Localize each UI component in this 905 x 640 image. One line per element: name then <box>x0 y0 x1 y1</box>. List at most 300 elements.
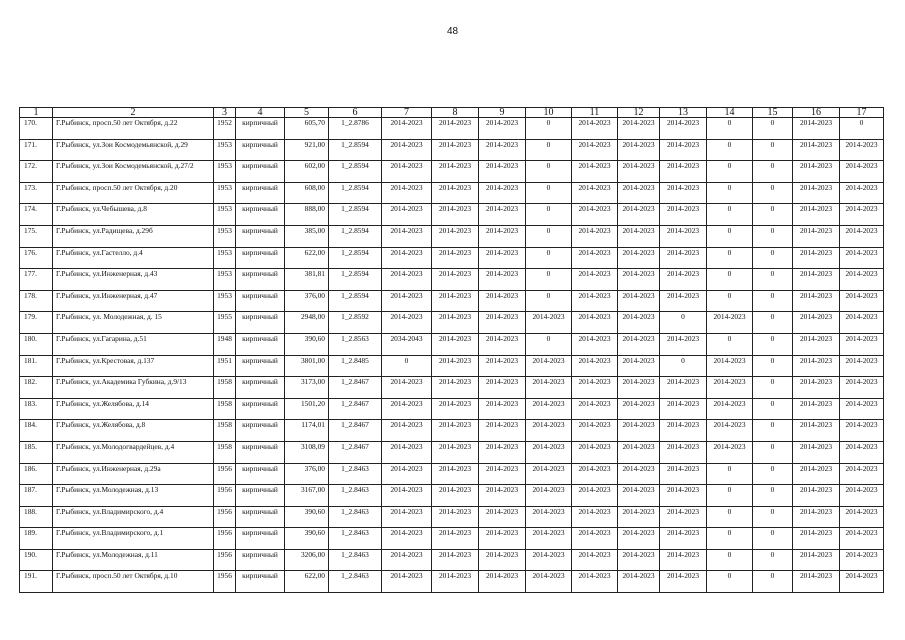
period-cell: 2014-2023 <box>660 420 707 442</box>
period-cell: 2014-2023 <box>572 269 618 291</box>
table-row <box>20 269 884 291</box>
period-cell: 0 <box>753 485 793 507</box>
period-cell: 2014-2023 <box>382 204 432 226</box>
period-cell: 2014-2023 <box>382 420 432 442</box>
period-cell: 2014-2023 <box>432 398 479 420</box>
period-cell: 2014-2023 <box>572 420 618 442</box>
row-number-cell: 173. <box>20 182 53 204</box>
code-cell: 1_2.8463 <box>329 528 382 550</box>
period-cell: 2014-2023 <box>572 333 618 355</box>
period-cell: 2014-2023 <box>618 441 660 463</box>
period-cell: 0 <box>707 269 753 291</box>
period-cell: 2014-2023 <box>618 420 660 442</box>
period-cell: 2014-2023 <box>432 549 479 571</box>
year-cell: 1953 <box>214 204 236 226</box>
period-cell: 2014-2023 <box>479 290 526 312</box>
period-cell: 0 <box>526 161 572 183</box>
material-cell: кирпичный <box>236 118 285 140</box>
row-number-cell: 176. <box>20 247 53 269</box>
period-cell: 0 <box>526 118 572 140</box>
period-cell: 0 <box>753 549 793 571</box>
period-cell: 0 <box>382 355 432 377</box>
period-cell: 2014-2023 <box>618 247 660 269</box>
period-cell: 2014-2023 <box>572 355 618 377</box>
code-cell: 1_2.8594 <box>329 269 382 291</box>
period-cell: 2014-2023 <box>660 398 707 420</box>
period-cell: 2014-2023 <box>793 441 840 463</box>
code-cell: 1_2.8463 <box>329 571 382 593</box>
area-cell: 390,60 <box>285 528 329 550</box>
table-row <box>20 225 884 247</box>
period-cell: 2014-2023 <box>382 225 432 247</box>
material-cell: кирпичный <box>236 420 285 442</box>
period-cell: 0 <box>753 269 793 291</box>
period-cell: 2014-2023 <box>432 355 479 377</box>
table-row <box>20 355 884 377</box>
column-number-header: 10 <box>526 108 572 118</box>
column-number-header: 13 <box>660 108 707 118</box>
period-cell: 2014-2023 <box>432 571 479 593</box>
period-cell: 2014-2023 <box>432 161 479 183</box>
table-row <box>20 204 884 226</box>
period-cell: 2014-2023 <box>660 247 707 269</box>
period-cell: 2014-2023 <box>479 182 526 204</box>
period-cell: 0 <box>526 247 572 269</box>
period-cell: 2014-2023 <box>572 139 618 161</box>
period-cell: 2014-2023 <box>618 225 660 247</box>
period-cell: 2014-2023 <box>526 506 572 528</box>
area-cell: 3206,00 <box>285 549 329 571</box>
period-cell: 2014-2023 <box>572 571 618 593</box>
row-number-cell: 191. <box>20 571 53 593</box>
row-number-cell: 174. <box>20 204 53 226</box>
year-cell: 1958 <box>214 420 236 442</box>
period-cell: 2014-2023 <box>432 312 479 334</box>
row-number-cell: 171. <box>20 139 53 161</box>
code-cell: 1_2.8594 <box>329 204 382 226</box>
period-cell: 2014-2023 <box>618 312 660 334</box>
row-number-cell: 179. <box>20 312 53 334</box>
period-cell: 0 <box>707 247 753 269</box>
address-cell: Г.Рыбинск, ул.Академика Губкина, д.9/13 <box>53 377 214 399</box>
area-cell: 376,00 <box>285 290 329 312</box>
period-cell: 2014-2023 <box>382 139 432 161</box>
address-cell: Г.Рыбинск, ул. Молодежная, д. 15 <box>53 312 214 334</box>
period-cell: 2014-2023 <box>526 485 572 507</box>
period-cell: 2014-2023 <box>793 549 840 571</box>
area-cell: 888,00 <box>285 204 329 226</box>
period-cell: 0 <box>753 118 793 140</box>
period-cell: 2014-2023 <box>618 139 660 161</box>
period-cell: 2014-2023 <box>840 161 884 183</box>
table-body <box>20 118 884 593</box>
period-cell: 2014-2023 <box>660 506 707 528</box>
material-cell: кирпичный <box>236 139 285 161</box>
period-cell: 2014-2023 <box>840 269 884 291</box>
period-cell: 0 <box>707 161 753 183</box>
column-number-header: 4 <box>236 108 285 118</box>
column-number-header: 11 <box>572 108 618 118</box>
period-cell: 0 <box>707 528 753 550</box>
material-cell: кирпичный <box>236 463 285 485</box>
material-cell: кирпичный <box>236 204 285 226</box>
material-cell: кирпичный <box>236 506 285 528</box>
period-cell: 2014-2023 <box>840 355 884 377</box>
period-cell: 2014-2023 <box>840 377 884 399</box>
material-cell: кирпичный <box>236 571 285 593</box>
address-cell: Г.Рыбинск, ул.Молодежная, д.13 <box>53 485 214 507</box>
column-number-header: 5 <box>285 108 329 118</box>
period-cell: 2014-2023 <box>660 269 707 291</box>
period-cell: 2014-2023 <box>572 182 618 204</box>
period-cell: 2014-2023 <box>840 549 884 571</box>
row-number-cell: 190. <box>20 549 53 571</box>
address-cell: Г.Рыбинск, ул.Инженерная, д.29а <box>53 463 214 485</box>
period-cell: 2014-2023 <box>382 528 432 550</box>
material-cell: кирпичный <box>236 225 285 247</box>
row-number-cell: 182. <box>20 377 53 399</box>
period-cell: 2014-2023 <box>660 441 707 463</box>
year-cell: 1958 <box>214 398 236 420</box>
period-cell: 2014-2023 <box>432 290 479 312</box>
period-cell: 0 <box>753 182 793 204</box>
period-cell: 2014-2023 <box>660 204 707 226</box>
period-cell: 2014-2023 <box>793 118 840 140</box>
period-cell: 2014-2023 <box>840 463 884 485</box>
column-number-header: 15 <box>753 108 793 118</box>
period-cell: 2014-2023 <box>526 355 572 377</box>
period-cell: 0 <box>526 290 572 312</box>
table-row <box>20 118 884 140</box>
period-cell: 2014-2023 <box>618 463 660 485</box>
code-cell: 1_2.8594 <box>329 290 382 312</box>
material-cell: кирпичный <box>236 333 285 355</box>
period-cell: 0 <box>753 139 793 161</box>
address-cell: Г.Рыбинск, ул.Владимирского, д.1 <box>53 528 214 550</box>
year-cell: 1955 <box>214 312 236 334</box>
period-cell: 2014-2023 <box>793 528 840 550</box>
period-cell: 2014-2023 <box>479 398 526 420</box>
period-cell: 2014-2023 <box>526 398 572 420</box>
period-cell: 2014-2023 <box>572 290 618 312</box>
period-cell: 0 <box>753 204 793 226</box>
table-row <box>20 377 884 399</box>
period-cell: 2014-2023 <box>793 269 840 291</box>
row-number-cell: 175. <box>20 225 53 247</box>
code-cell: 1_2.8563 <box>329 333 382 355</box>
area-cell: 3173,00 <box>285 377 329 399</box>
column-number-header: 3 <box>214 108 236 118</box>
address-cell: Г.Рыбинск, ул.Зои Космодемьянской, д.27/2 <box>53 161 214 183</box>
year-cell: 1953 <box>214 269 236 291</box>
year-cell: 1953 <box>214 139 236 161</box>
period-cell: 2014-2023 <box>572 485 618 507</box>
period-cell: 0 <box>753 355 793 377</box>
table-row <box>20 312 884 334</box>
period-cell: 2014-2023 <box>382 571 432 593</box>
material-cell: кирпичный <box>236 161 285 183</box>
period-cell: 0 <box>526 269 572 291</box>
period-cell: 2014-2023 <box>618 333 660 355</box>
period-cell: 2014-2023 <box>432 441 479 463</box>
area-cell: 602,00 <box>285 161 329 183</box>
area-cell: 390,60 <box>285 333 329 355</box>
period-cell: 0 <box>526 139 572 161</box>
period-cell: 2014-2023 <box>840 398 884 420</box>
area-cell: 608,00 <box>285 182 329 204</box>
column-number-header: 2 <box>53 108 214 118</box>
row-number-cell: 186. <box>20 463 53 485</box>
period-cell: 2014-2023 <box>572 398 618 420</box>
period-cell: 2014-2023 <box>432 528 479 550</box>
address-cell: Г.Рыбинск, ул.Гастелло, д.4 <box>53 247 214 269</box>
period-cell: 2014-2023 <box>840 225 884 247</box>
area-cell: 3801,00 <box>285 355 329 377</box>
period-cell: 0 <box>526 225 572 247</box>
period-cell: 0 <box>753 290 793 312</box>
row-number-cell: 187. <box>20 485 53 507</box>
period-cell: 2014-2023 <box>707 355 753 377</box>
period-cell: 0 <box>753 398 793 420</box>
period-cell: 0 <box>526 333 572 355</box>
material-cell: кирпичный <box>236 377 285 399</box>
table-row <box>20 441 884 463</box>
period-cell: 0 <box>753 506 793 528</box>
period-cell: 2014-2023 <box>840 247 884 269</box>
period-cell: 2014-2023 <box>479 420 526 442</box>
period-cell: 2014-2023 <box>526 420 572 442</box>
period-cell: 2014-2023 <box>526 549 572 571</box>
period-cell: 2014-2023 <box>618 182 660 204</box>
address-cell: Г.Рыбинск, ул.Молодежная, д.11 <box>53 549 214 571</box>
period-cell: 2014-2023 <box>572 204 618 226</box>
address-cell: Г.Рыбинск, ул.Желябова, д.14 <box>53 398 214 420</box>
period-cell: 0 <box>707 506 753 528</box>
period-cell: 2014-2023 <box>382 506 432 528</box>
period-cell: 0 <box>753 161 793 183</box>
period-cell: 2014-2023 <box>382 398 432 420</box>
period-cell: 2014-2023 <box>793 485 840 507</box>
period-cell: 2014-2023 <box>793 420 840 442</box>
code-cell: 1_2.8463 <box>329 485 382 507</box>
period-cell: 0 <box>753 528 793 550</box>
period-cell: 0 <box>840 118 884 140</box>
period-cell: 2014-2023 <box>382 269 432 291</box>
code-cell: 1_2.8467 <box>329 398 382 420</box>
area-cell: 622,00 <box>285 247 329 269</box>
period-cell: 0 <box>707 333 753 355</box>
period-cell: 0 <box>526 204 572 226</box>
row-number-cell: 181. <box>20 355 53 377</box>
code-cell: 1_2.8594 <box>329 182 382 204</box>
period-cell: 2014-2023 <box>572 118 618 140</box>
period-cell: 2014-2023 <box>479 161 526 183</box>
row-number-cell: 184. <box>20 420 53 442</box>
period-cell: 2014-2023 <box>432 333 479 355</box>
address-cell: Г.Рыбинск, ул.Владимирского, д.4 <box>53 506 214 528</box>
period-cell: 2014-2023 <box>572 463 618 485</box>
address-cell: Г.Рыбинск, ул.Гагарина, д.51 <box>53 333 214 355</box>
table-row <box>20 485 884 507</box>
period-cell: 2014-2023 <box>793 377 840 399</box>
address-cell: Г.Рыбинск, просп.50 лет Октября, д.20 <box>53 182 214 204</box>
period-cell: 2014-2023 <box>793 182 840 204</box>
period-cell: 2014-2023 <box>479 312 526 334</box>
code-cell: 1_2.8485 <box>329 355 382 377</box>
year-cell: 1956 <box>214 528 236 550</box>
period-cell: 2014-2023 <box>526 377 572 399</box>
code-cell: 1_2.8594 <box>329 247 382 269</box>
table-row <box>20 247 884 269</box>
column-number-header: 16 <box>793 108 840 118</box>
period-cell: 0 <box>707 182 753 204</box>
period-cell: 2014-2023 <box>618 377 660 399</box>
year-cell: 1952 <box>214 118 236 140</box>
period-cell: 2014-2023 <box>432 204 479 226</box>
row-number-cell: 185. <box>20 441 53 463</box>
address-cell: Г.Рыбинск, ул.Радищева, д.29б <box>53 225 214 247</box>
period-cell: 2014-2023 <box>432 506 479 528</box>
period-cell: 2014-2023 <box>479 247 526 269</box>
year-cell: 1953 <box>214 247 236 269</box>
period-cell: 2014-2023 <box>793 506 840 528</box>
code-cell: 1_2.8467 <box>329 377 382 399</box>
period-cell: 2014-2023 <box>793 247 840 269</box>
period-cell: 2014-2023 <box>479 463 526 485</box>
address-cell: Г.Рыбинск, ул.Инженерная, д.43 <box>53 269 214 291</box>
row-number-cell: 178. <box>20 290 53 312</box>
period-cell: 2014-2023 <box>618 506 660 528</box>
period-cell: 2014-2023 <box>479 225 526 247</box>
period-cell: 2014-2023 <box>793 225 840 247</box>
area-cell: 622,00 <box>285 571 329 593</box>
period-cell: 2014-2023 <box>793 139 840 161</box>
period-cell: 2014-2023 <box>793 312 840 334</box>
period-cell: 2014-2023 <box>479 571 526 593</box>
year-cell: 1956 <box>214 463 236 485</box>
code-cell: 1_2.8467 <box>329 420 382 442</box>
period-cell: 2014-2023 <box>479 377 526 399</box>
address-cell: Г.Рыбинск, ул.Молодогвардейцев, д.4 <box>53 441 214 463</box>
area-cell: 385,00 <box>285 225 329 247</box>
period-cell: 2014-2023 <box>660 549 707 571</box>
period-cell: 2014-2023 <box>479 139 526 161</box>
area-cell: 3108,09 <box>285 441 329 463</box>
period-cell: 0 <box>707 485 753 507</box>
code-cell: 1_2.8592 <box>329 312 382 334</box>
housing-register-table <box>19 107 884 593</box>
period-cell: 2014-2023 <box>840 485 884 507</box>
period-cell: 2014-2023 <box>432 485 479 507</box>
period-cell: 2014-2023 <box>793 204 840 226</box>
period-cell: 0 <box>753 333 793 355</box>
row-number-cell: 170. <box>20 118 53 140</box>
period-cell: 2014-2023 <box>660 139 707 161</box>
period-cell: 0 <box>753 420 793 442</box>
material-cell: кирпичный <box>236 290 285 312</box>
column-number-header: 1 <box>20 108 53 118</box>
address-cell: Г.Рыбинск, просп.50 лет Октября, д.22 <box>53 118 214 140</box>
period-cell: 2014-2023 <box>382 377 432 399</box>
period-cell: 2014-2023 <box>432 463 479 485</box>
period-cell: 2014-2023 <box>572 377 618 399</box>
period-cell: 0 <box>707 571 753 593</box>
area-cell: 376,00 <box>285 463 329 485</box>
period-cell: 2014-2023 <box>572 549 618 571</box>
period-cell: 2014-2023 <box>382 549 432 571</box>
area-cell: 3167,00 <box>285 485 329 507</box>
year-cell: 1958 <box>214 377 236 399</box>
period-cell: 2014-2023 <box>479 441 526 463</box>
period-cell: 2014-2023 <box>660 571 707 593</box>
code-cell: 1_2.8467 <box>329 441 382 463</box>
period-cell: 2014-2023 <box>707 441 753 463</box>
column-number-header: 9 <box>479 108 526 118</box>
period-cell: 2014-2023 <box>526 312 572 334</box>
year-cell: 1953 <box>214 225 236 247</box>
page-number: 48 <box>446 26 459 37</box>
period-cell: 2014-2023 <box>432 225 479 247</box>
code-cell: 1_2.8594 <box>329 139 382 161</box>
area-cell: 921,00 <box>285 139 329 161</box>
period-cell: 2014-2023 <box>382 247 432 269</box>
table-row <box>20 290 884 312</box>
area-cell: 2948,00 <box>285 312 329 334</box>
period-cell: 2014-2023 <box>840 204 884 226</box>
period-cell: 2014-2023 <box>572 247 618 269</box>
period-cell: 2014-2023 <box>793 333 840 355</box>
year-cell: 1956 <box>214 506 236 528</box>
period-cell: 2014-2023 <box>840 441 884 463</box>
material-cell: кирпичный <box>236 441 285 463</box>
row-number-cell: 189. <box>20 528 53 550</box>
period-cell: 2014-2023 <box>479 506 526 528</box>
period-cell: 2014-2023 <box>793 161 840 183</box>
period-cell: 2034-2043 <box>382 333 432 355</box>
year-cell: 1956 <box>214 571 236 593</box>
period-cell: 2014-2023 <box>526 441 572 463</box>
period-cell: 2014-2023 <box>572 161 618 183</box>
period-cell: 0 <box>707 290 753 312</box>
period-cell: 0 <box>753 247 793 269</box>
material-cell: кирпичный <box>236 269 285 291</box>
period-cell: 2014-2023 <box>618 355 660 377</box>
period-cell: 2014-2023 <box>707 377 753 399</box>
period-cell: 2014-2023 <box>382 118 432 140</box>
column-number-header: 6 <box>329 108 382 118</box>
period-cell: 2014-2023 <box>618 290 660 312</box>
row-number-cell: 183. <box>20 398 53 420</box>
year-cell: 1956 <box>214 485 236 507</box>
period-cell: 2014-2023 <box>618 398 660 420</box>
period-cell: 2014-2023 <box>572 441 618 463</box>
period-cell: 2014-2023 <box>660 485 707 507</box>
address-cell: Г.Рыбинск, ул.Желябова, д.8 <box>53 420 214 442</box>
row-number-cell: 180. <box>20 333 53 355</box>
table-row <box>20 182 884 204</box>
period-cell: 2014-2023 <box>382 290 432 312</box>
period-cell: 2014-2023 <box>618 118 660 140</box>
period-cell: 2014-2023 <box>382 182 432 204</box>
year-cell: 1953 <box>214 182 236 204</box>
period-cell: 2014-2023 <box>572 225 618 247</box>
column-number-header: 14 <box>707 108 753 118</box>
period-cell: 2014-2023 <box>840 182 884 204</box>
period-cell: 2014-2023 <box>660 225 707 247</box>
period-cell: 0 <box>753 441 793 463</box>
table-row <box>20 506 884 528</box>
period-cell: 2014-2023 <box>479 333 526 355</box>
